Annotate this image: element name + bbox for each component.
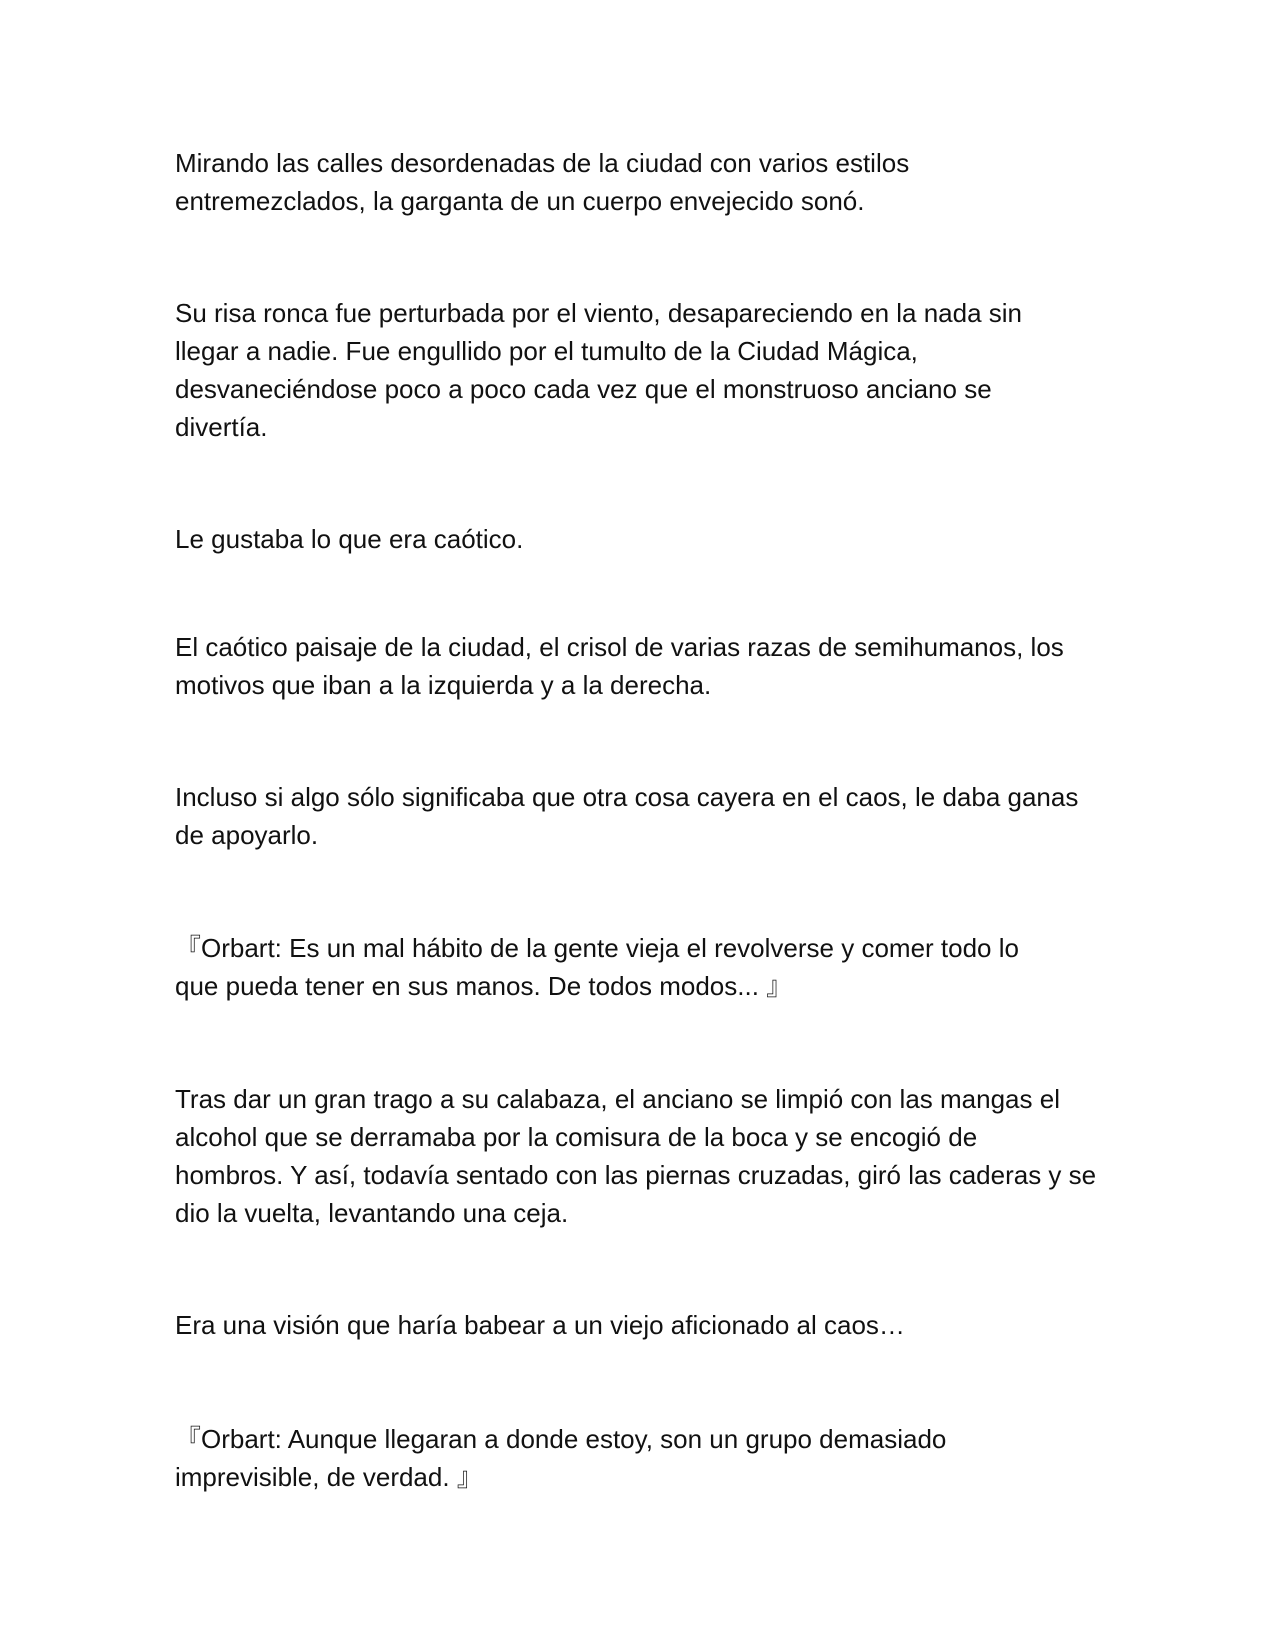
paragraph-5: Incluso si algo sólo significaba que otra cosa cayera en el caos, le daba ganas de apoyarlo. <box>175 782 1079 850</box>
dialogue-orbart-1: 『Orbart: Es un mal hábito de la gente vieja el revolverse y comer todo lo que pueda tener en sus manos. De todos modos... 』 <box>175 933 1019 1001</box>
paragraph-7: Tras dar un gran trago a su calabaza, el anciano se limpió con las mangas el alcohol que se derramaba por la comisura de la boca y se encogió de hombros. Y así, todavía sentado con las piernas cruzadas, giró las caderas y se dio la vuelta, levantando una ceja. <box>175 1084 1097 1228</box>
paragraph-2: Su risa ronca fue perturbada por el viento, desapareciendo en la nada sin llegar a nadie. Fue engullido por el tumulto de la Ciudad Mágica, desvaneciéndose poco a poco cada vez que el monstruoso anciano se divertía. <box>175 298 1023 442</box>
paragraph-1: Mirando las calles desordenadas de la ciudad con varios estilos entremezclados, la garganta de un cuerpo envejecido sonó. <box>175 148 910 216</box>
paragraph-4: El caótico paisaje de la ciudad, el crisol de varias razas de semihumanos, los motivos que iban a la izquierda y a la derecha. <box>175 632 1064 700</box>
dialogue-orbart-2: 『Orbart: Aunque llegaran a donde estoy, son un grupo demasiado imprevisible, de verdad. 』 <box>175 1424 947 1492</box>
paragraph-3: Le gustaba lo que era caótico. <box>175 524 524 554</box>
paragraph-8: Era una visión que haría babear a un viejo aficionado al caos… <box>175 1310 905 1340</box>
